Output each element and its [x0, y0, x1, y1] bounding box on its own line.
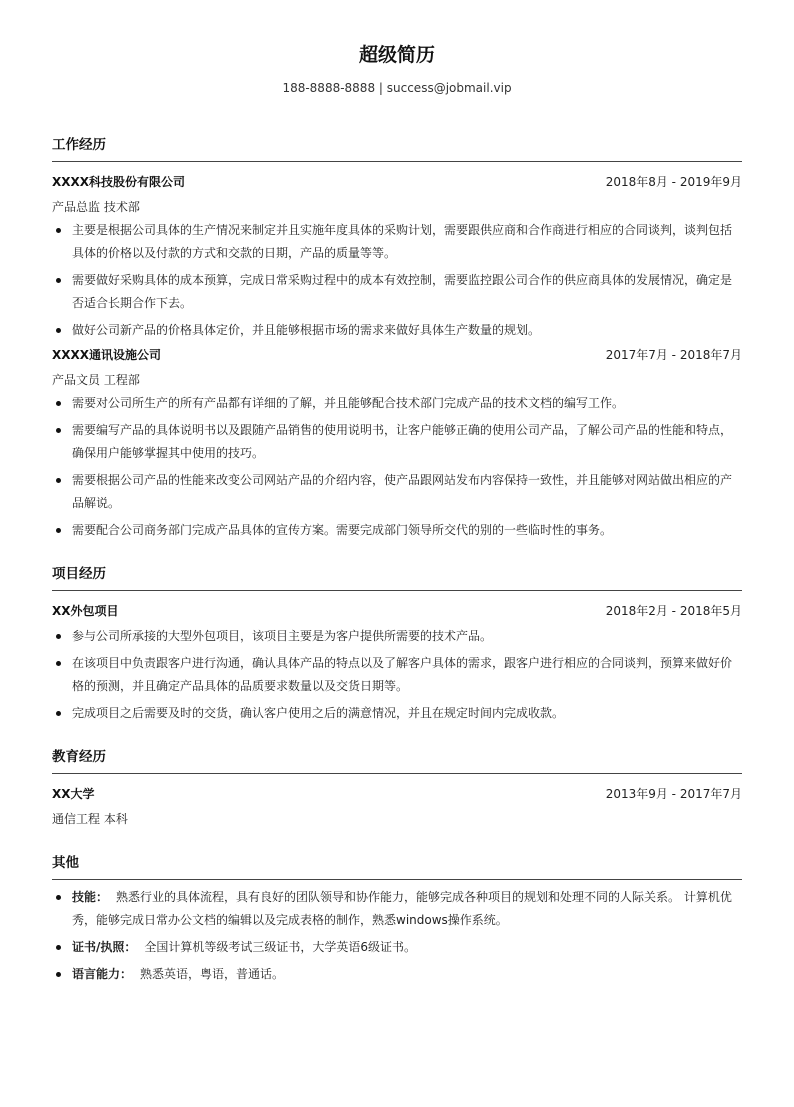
- list-item-skills: [72, 886, 742, 932]
- list-item: 主要是根据公司具体的生产情况来制定并且实施年度具体的采购计划，需要跟供应商和合作商进行相应的合同谈判，谈判包括具体的价格以及付款的方式和交款的日期，产品的质量等等。: [72, 219, 742, 265]
- work-entry-1-date: 2018年8月 - 2019年9月: [605, 175, 742, 189]
- resume-header: [52, 0, 742, 96]
- list-item: 需要配合公司商务部门完成产品具体的宣传方案。需要完成部门领导所交代的别的一些临时性的事务。: [72, 519, 742, 542]
- project-entry-1-name: XX外包项目: [52, 604, 119, 618]
- other-bullets: [52, 886, 742, 986]
- skills-text: 熟悉行业的具体流程，具有良好的团队领导和协作能力，能够完成各种项目的规划和处理不同的人际关系。 计算机优秀，能够完成日常办公文档的编辑以及完成表格的制作，熟悉windows操作系统。: [72, 890, 732, 927]
- section-title-projects: 项目经历: [52, 565, 742, 591]
- section-other: [52, 854, 742, 986]
- work-entry-1-head: [52, 174, 742, 190]
- work-entry-2-bullets: [52, 392, 742, 542]
- project-entry-1-bullets: [52, 625, 742, 725]
- work-entry-2-head: [52, 347, 742, 363]
- education-entry-1-school: XX大学: [52, 787, 95, 801]
- work-entry-2-company: XXXX通讯设施公司: [52, 348, 162, 362]
- education-entry-1-degree: 通信工程 本科: [52, 812, 128, 826]
- list-item: 需要做好采购具体的成本预算，完成日常采购过程中的成本有效控制，需要监控跟公司合作的供应商具体的发展情况，确定是否适合长期合作下去。: [72, 269, 742, 315]
- education-entry-1-head: [52, 786, 742, 802]
- work-entry-1-company: XXXX科技股份有限公司: [52, 175, 186, 189]
- skills-label: 技能：: [72, 890, 109, 904]
- work-entry-2-role: 产品文员 工程部: [52, 373, 140, 387]
- education-entry-1-date: 2013年9月 - 2017年7月: [605, 787, 742, 801]
- section-title-other: 其他: [52, 854, 742, 880]
- certificates-label: 证书/执照：: [72, 940, 137, 954]
- section-work: [52, 136, 742, 542]
- work-entry-1-role: 产品总监 技术部: [52, 200, 140, 214]
- work-entry-2-date: 2017年7月 - 2018年7月: [605, 348, 742, 362]
- list-item-certificates: [72, 936, 742, 959]
- section-title-education: 教育经历: [52, 748, 742, 774]
- list-item-languages: [72, 963, 742, 986]
- list-item: 需要编写产品的具体说明书以及跟随产品销售的使用说明书，让客户能够正确的使用公司产品，了解公司产品的性能和特点，确保用户能够掌握其中使用的技巧。: [72, 419, 742, 465]
- list-item: 在该项目中负责跟客户进行沟通，确认具体产品的特点以及了解客户具体的需求，跟客户进行相应的合同谈判，预算来做好价格的预测，并且确定产品具体的品质要求数量以及交货日期等。: [72, 652, 742, 698]
- certificates-text: 全国计算机等级考试三级证书，大学英语6级证书。: [144, 940, 417, 954]
- languages-text: 熟悉英语，粤语，普通话。: [140, 967, 285, 981]
- list-item: 参与公司所承接的大型外包项目，该项目主要是为客户提供所需要的技术产品。: [72, 625, 742, 648]
- languages-label: 语言能力：: [72, 967, 133, 981]
- list-item: 做好公司新产品的价格具体定价，并且能够根据市场的需求来做好具体生产数量的规划。: [72, 319, 742, 342]
- project-entry-1-head: [52, 603, 742, 619]
- list-item: 完成项目之后需要及时的交货，确认客户使用之后的满意情况，并且在规定时间内完成收款。: [72, 702, 742, 725]
- section-projects: [52, 565, 742, 725]
- section-education: [52, 748, 742, 827]
- work-entry-1-bullets: [52, 219, 742, 342]
- list-item: 需要根据公司产品的性能来改变公司网站产品的介绍内容，使产品跟网站发布内容保持一致性，并且能够对网站做出相应的产品解说。: [72, 469, 742, 515]
- project-entry-1-date: 2018年2月 - 2018年5月: [605, 604, 742, 618]
- section-title-work: 工作经历: [52, 136, 742, 162]
- candidate-name: 超级简历: [358, 44, 435, 66]
- list-item: 需要对公司所生产的所有产品都有详细的了解，并且能够配合技术部门完成产品的技术文档的编写工作。: [72, 392, 742, 415]
- contact-info: 188-8888-8888 | success@jobmail.vip: [282, 81, 512, 95]
